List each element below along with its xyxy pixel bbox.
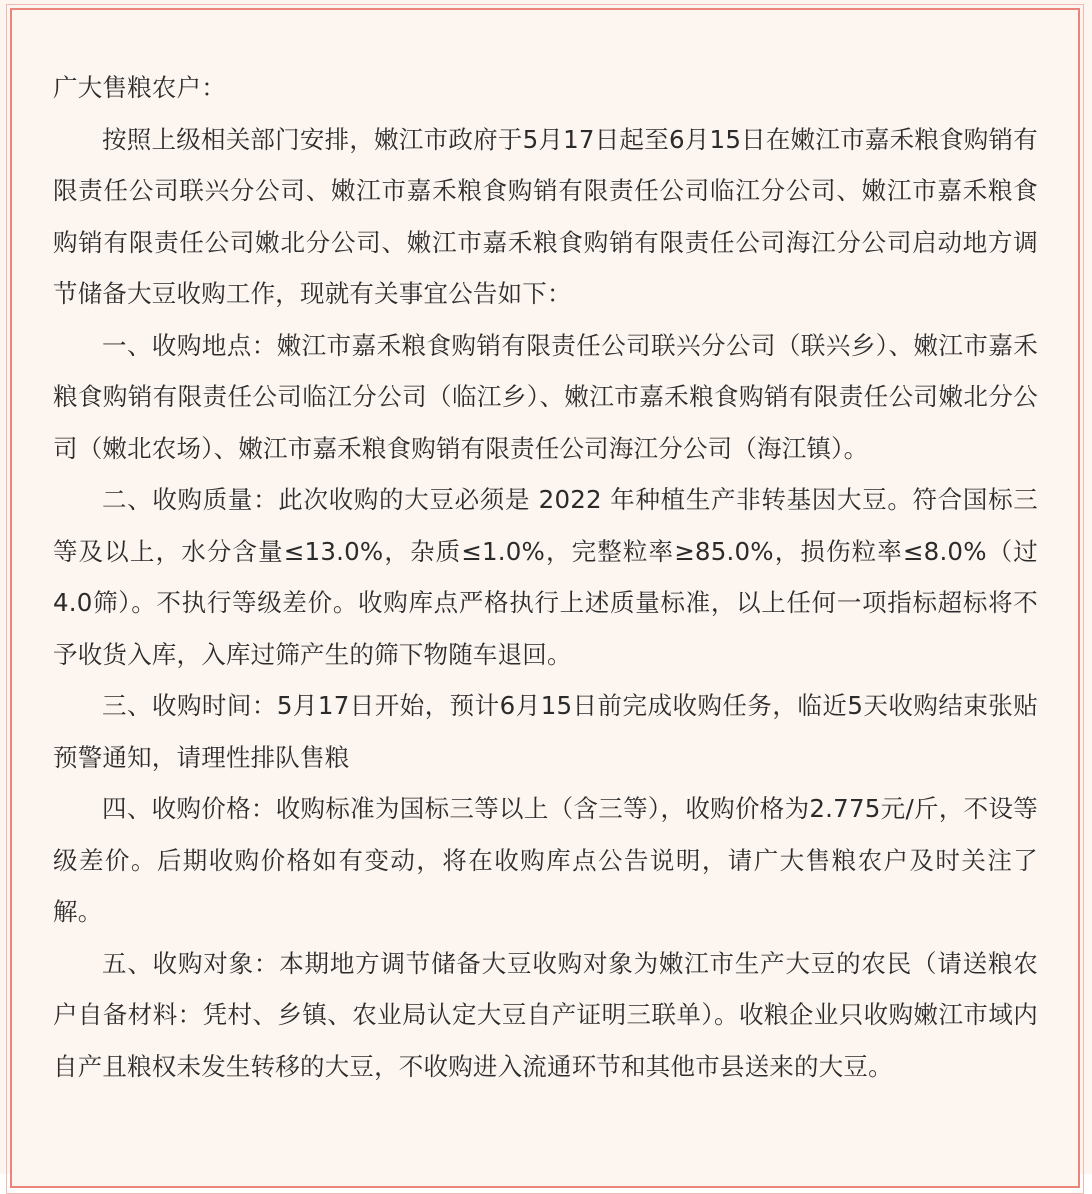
item-target-paragraph: 五、收购对象：本期地方调节储备大豆收购对象为嫩江市生产大豆的农民（请送粮农户自备材料：凭村、乡镇、农业局认定大豆自产证明三联单）。收粮企业只收购嫩江市域内自产且粮权未发生转移的大豆，不收购进入流通环节和其他市县送来的大豆。	[53, 948, 1038, 1081]
item-time-paragraph: 三、收购时间：5月17日开始，预计6月15日前完成收购任务，临近5天收购结束张贴预警通知，请理性排队售粮	[53, 691, 1038, 772]
item-location-paragraph: 一、收购地点：嫩江市嘉禾粮食购销有限责任公司联兴分公司（联兴乡）、嫩江市嘉禾粮食购销有限责任公司临江分公司（临江乡）、嫩江市嘉禾粮食购销有限责任公司嫩北分公司（嫩北农场）、嫩江市嘉禾粮食购销有限责任公司海江分公司（海江镇）。	[53, 330, 1038, 463]
salutation: 广大售粮农户：	[53, 73, 226, 102]
item-quality-paragraph: 二、收购质量：此次收购的大豆必须是 2022 年种植生产非转基因大豆。符合国标三等及以上，水分含量≤13.0%，杂质≤1.0%，完整粒率≥85.0%，损伤粒率≤8.0%（过4.0筛）。不执行等级差价。收购库点严格执行上述质量标准，以上任何一项指标超标将不予收货入库，入库过筛产生的筛下物随车退回。	[53, 485, 1038, 669]
notice-body	[53, 62, 1038, 1092]
intro-paragraph: 按照上级相关部门安排，嫩江市政府于5月17日起至6月15日在嫩江市嘉禾粮食购销有限责任公司联兴分公司、嫩江市嘉禾粮食购销有限责任公司临江分公司、嫩江市嘉禾粮食购销有限责任公司嫩北分公司、嫩江市嘉禾粮食购销有限责任公司海江分公司启动地方调节储备大豆收购工作，现就有关事宜公告如下：	[53, 124, 1038, 308]
item-price-paragraph: 四、收购价格：收购标准为国标三等以上（含三等），收购价格为2.775元/斤，不设等级差价。后期收购价格如有变动，将在收购库点公告说明，请广大售粮农户及时关注了解。	[53, 794, 1038, 926]
